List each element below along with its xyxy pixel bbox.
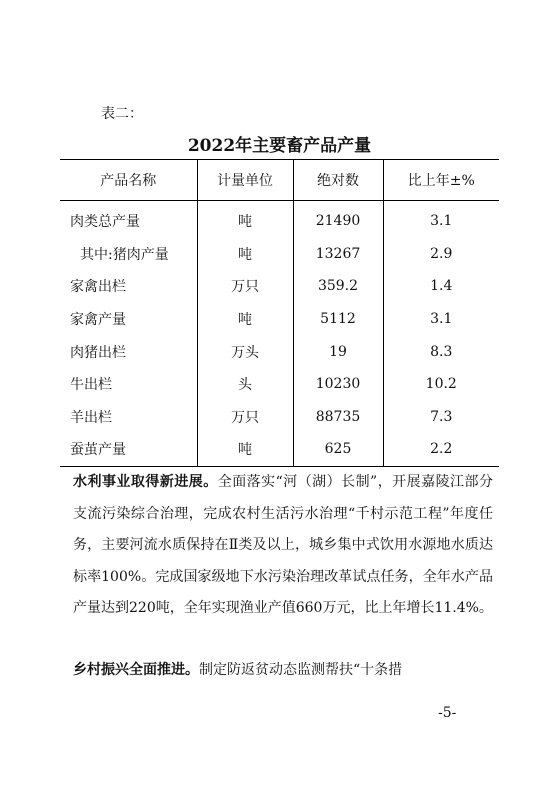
table-header-row (60, 160, 499, 201)
table-row (60, 368, 499, 401)
row-name: 肉类总产量 (70, 214, 140, 231)
row-unit: 万只 (197, 270, 293, 303)
header-product-name: 产品名称 (60, 160, 197, 201)
header-absolute-value: 绝对数 (293, 160, 383, 201)
table-row (60, 238, 499, 271)
table-row (60, 201, 499, 238)
row-unit: 头 (197, 368, 293, 401)
row-value: 5112 (293, 303, 383, 336)
row-name: 家禽出栏 (70, 279, 126, 296)
row-value: 359.2 (293, 270, 383, 303)
paragraph-lead: 乡村振兴全面推进。 (73, 662, 199, 678)
livestock-production-table (60, 159, 499, 467)
table-title: 2022年主要畜产品产量 (187, 136, 372, 156)
row-change: 1.4 (383, 270, 499, 303)
page-number: -5- (438, 705, 457, 721)
paragraph-lead: 水利事业取得新进展。 (73, 474, 218, 490)
row-change: 2.9 (383, 238, 499, 271)
row-change: 3.1 (383, 303, 499, 336)
row-name: 牛出栏 (70, 377, 112, 394)
row-name: 其中:猪肉产量 (80, 246, 169, 263)
row-change: 8.3 (383, 335, 499, 368)
paragraph-rural-revitalization (73, 655, 493, 687)
row-name: 家禽产量 (70, 312, 126, 329)
row-change: 2.2 (383, 433, 499, 466)
row-value: 19 (293, 335, 383, 368)
row-unit: 吨 (197, 433, 293, 466)
row-name: 肉猪出栏 (70, 344, 126, 361)
table-row (60, 303, 499, 336)
row-unit: 万头 (197, 335, 293, 368)
row-name: 羊出栏 (70, 409, 112, 426)
row-value: 10230 (293, 368, 383, 401)
row-unit: 吨 (197, 201, 293, 238)
paragraph-water-conservancy (73, 467, 493, 625)
row-value: 88735 (293, 401, 383, 434)
row-change: 3.1 (383, 201, 499, 238)
row-unit: 吨 (197, 303, 293, 336)
table-row (60, 335, 499, 368)
paragraph-body: 制定防返贫动态监测帮扶“十条措 (199, 662, 403, 678)
table-row (60, 433, 499, 466)
table-label: 表二： (101, 106, 143, 122)
row-change: 10.2 (383, 368, 499, 401)
table-row (60, 401, 499, 434)
row-value: 21490 (293, 201, 383, 238)
header-yoy-change: 比上年±% (383, 160, 499, 201)
row-unit: 吨 (197, 238, 293, 271)
row-unit: 万只 (197, 401, 293, 434)
row-change: 7.3 (383, 401, 499, 434)
table-row (60, 270, 499, 303)
paragraph-body: 全面落实“河（湖）长制”，开展嘉陵江部分支流污染综合治理，完成农村生活污水治理“千村示范工程”年度任务，主要河流水质保持在Ⅱ类及以上，城乡集中式饮用水源地水质达标率100%。完成国家级地下水污染治理改革试点任务，全年水产品产量达到220吨，全年实现渔业产值660万元，比上年增长11.4%。 (73, 474, 493, 616)
row-value: 625 (293, 433, 383, 466)
row-value: 13267 (293, 238, 383, 271)
header-unit: 计量单位 (197, 160, 293, 201)
row-name: 蚕茧产量 (60, 433, 197, 466)
